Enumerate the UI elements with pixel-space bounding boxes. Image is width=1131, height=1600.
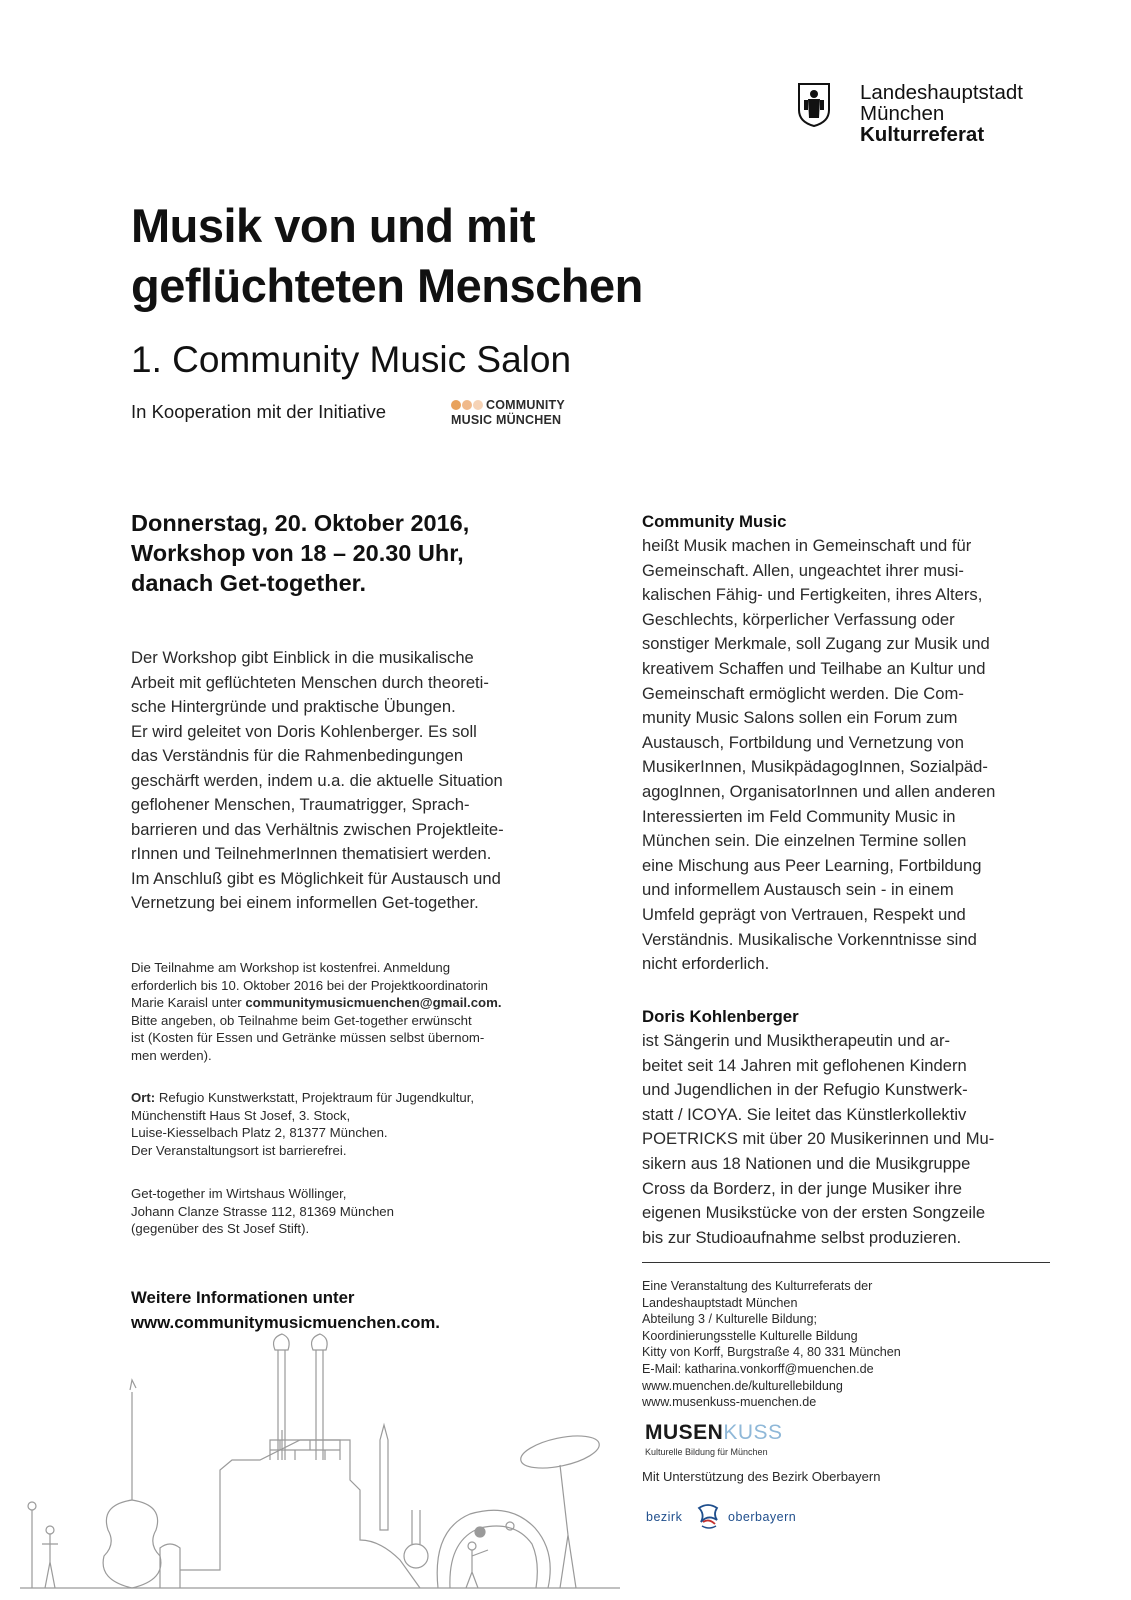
violin-icon: [103, 1380, 161, 1588]
intro-line: Arbeit mit geflüchteten Menschen durch theoreti-: [131, 672, 489, 692]
reg-line: ist (Kosten für Essen und Getränke müssen selbst übernom-: [131, 1030, 485, 1046]
intro-paragraph: [131, 646, 571, 916]
community-music-heading: Community Music: [642, 512, 787, 531]
bezirk-word: bezirk: [646, 1510, 683, 1524]
cm-line: Umfeld geprägt von Vertrauen, Respekt und: [642, 904, 966, 924]
intro-line: Im Anschluß gibt es Möglichkeit für Austausch und: [131, 868, 501, 888]
horn-icon: [404, 1510, 428, 1568]
intro-line: barrieren und das Verhältnis zwischen Projektleite-: [131, 819, 504, 839]
intro-line: rInnen und TeilnehmerInnen thematisiert werden.: [131, 844, 492, 863]
organizer-line: Koordinierungsstelle Kulturelle Bildung: [642, 1328, 858, 1343]
get-together-line: Johann Clanze Strasse 112, 81369 München: [131, 1203, 394, 1219]
organizer-email-link[interactable]: E-Mail: katharina.vonkorff@muenchen.de: [642, 1361, 874, 1376]
city-line-2: München: [860, 102, 945, 125]
venue-text: Refugio Kunstwerkstatt, Projektraum für Jugendkultur,: [155, 1090, 475, 1105]
more-info-label: Weitere Informationen unter: [131, 1288, 355, 1307]
more-info-link[interactable]: www.communitymusicmuenchen.com.: [131, 1312, 440, 1332]
musenkuss-wordmark: [645, 1420, 783, 1446]
subtitle: 1. Community Music Salon: [131, 339, 572, 380]
doris-line: sikern aus 18 Nationen und die Musikgruppe: [642, 1153, 971, 1173]
venue-line: Luise-Kiesselbach Platz 2, 81377 München.: [131, 1125, 388, 1141]
organizer-line: Kitty von Korff, Burgstraße 4, 80 331 München: [642, 1345, 901, 1360]
get-together-line: (gegenüber des St Josef Stift).: [131, 1221, 310, 1237]
cm-line: und informellem Austausch sein - in einem: [642, 880, 954, 900]
musenkuss-logo: [645, 1420, 845, 1464]
city-logo: [797, 82, 1047, 152]
intro-line: geschärft werden, indem u.a. die aktuelle Situation: [131, 770, 503, 790]
doris-line: statt / ICOYA. Sie leitet das Künstlerkollektiv: [642, 1104, 967, 1124]
divider: [642, 1262, 1050, 1263]
logo-line-2: MUSIC MÜNCHEN: [451, 413, 562, 427]
musenkuss-light: KUSS: [723, 1421, 783, 1444]
doris-line: ist Sängerin und Musiktherapeutin und ar-: [642, 1031, 951, 1050]
title-line-2: geflüchteten Menschen: [131, 259, 643, 312]
organizer-info: [642, 1278, 1054, 1411]
cm-line: Gemeinschaft ermöglicht werden. Die Com-: [642, 683, 964, 703]
intro-line: geflohener Menschen, Traumatrigger, Sprach-: [131, 795, 470, 814]
page-title: [131, 196, 931, 316]
cm-line: MusikerInnen, MusikpädagogInnen, Sozialpäd-: [642, 757, 988, 777]
doris-section: [642, 1005, 1054, 1250]
event-after: danach Get-together.: [131, 570, 367, 596]
organizer-line: Eine Veranstaltung des Kulturreferats der: [642, 1279, 873, 1293]
musenkuss-bold: MUSEN: [645, 1421, 724, 1444]
doris-line: eigenen Musikstücke von der ersten Songzeile: [642, 1203, 986, 1223]
intro-line: das Verständnis für die Rahmenbedingungen: [131, 746, 464, 765]
doris-line: Cross da Borderz, in der junge Musiker ihre: [642, 1178, 963, 1198]
community-music-logo-text: [451, 398, 565, 428]
cm-line: Austausch, Fortbildung und Vernetzung von: [642, 732, 964, 752]
intro-line: sche Hintergründe und praktische Übungen.: [131, 697, 456, 716]
reg-line: Die Teilnahme am Workshop ist kostenfrei. Anmeldung: [131, 960, 451, 975]
obelisk-icon: [380, 1425, 388, 1530]
reg-line: erforderlich bis 10. Oktober 2016 bei der Projektkoordinatorin: [131, 977, 488, 993]
arch-cave-icon: [437, 1510, 550, 1588]
musician-figure-icon: [466, 1542, 488, 1588]
get-together-line: Get-together im Wirtshaus Wöllinger,: [131, 1186, 347, 1201]
musenkuss-tagline: Kulturelle Bildung für München: [645, 1447, 768, 1457]
doris-body: [642, 1029, 1054, 1250]
intro-line: Er wird geleitet von Doris Kohlenberger. Es soll: [131, 721, 477, 741]
reg-line: Bitte angeben, ob Teilnahme beim Get-together erwünscht: [131, 1012, 472, 1028]
brick-pattern: [270, 1440, 340, 1460]
cm-line: kreativem Schaffen und Teilhabe an Kultur und: [642, 658, 986, 678]
venue-info: [131, 1089, 571, 1159]
cm-line: heißt Musik machen in Gemeinschaft und für: [642, 536, 972, 555]
reg-prefix: Marie Karaisl unter: [131, 995, 246, 1011]
doris-line: beitet seit 14 Jahren mit geflohenen Kindern: [642, 1055, 967, 1075]
figure-icon: [42, 1526, 58, 1588]
logo-line-1: COMMUNITY: [486, 398, 565, 412]
organizer-line: Landeshauptstadt München: [642, 1295, 798, 1310]
cm-line: Geschlechts, körperlicher Verfassung oder: [642, 609, 955, 629]
venue-line: Münchenstift Haus St Josef, 3. Stock,: [131, 1107, 351, 1123]
organizer-url-link[interactable]: www.muenchen.de/kulturellebildung: [642, 1378, 843, 1393]
cm-line: Interessierten im Feld Community Music in: [642, 806, 956, 826]
community-music-logo: [451, 398, 601, 432]
doris-line: bis zur Studioaufnahme selbst produzieren.: [642, 1227, 962, 1247]
cooperation-text: In Kooperation mit der Initiative: [131, 401, 387, 422]
cm-line: München sein. Die einzelnen Termine sollen: [642, 831, 967, 851]
community-music-body: [642, 534, 1054, 977]
lamp-icon: [28, 1502, 36, 1588]
cm-line: Verständnis. Musikalische Vorkenntnisse sind: [642, 929, 977, 949]
venue-line: Der Veranstaltungsort ist barrierefrei.: [131, 1142, 347, 1158]
event-date: Donnerstag, 20. Oktober 2016,: [131, 510, 470, 536]
cm-line: kalischen Fähig- und Fertigkeiten, ihres Alters,: [642, 585, 983, 605]
intro-line: Vernetzung bei einem informellen Get-together.: [131, 893, 479, 912]
cymbal-icon: [518, 1430, 602, 1588]
city-name: [860, 82, 1023, 145]
organizer-line: Abteilung 3 / Kulturelle Bildung;: [642, 1312, 818, 1327]
venue-label: Ort:: [131, 1090, 156, 1105]
building-outline: [160, 1440, 420, 1588]
intro-line: Der Workshop gibt Einblick in die musikalische: [131, 648, 474, 667]
event-date-block: [131, 508, 571, 598]
instruments-skyline-illustration: [20, 1330, 620, 1600]
munich-coat-of-arms-icon: [797, 82, 831, 128]
more-info: [131, 1286, 571, 1335]
venue-line: [131, 1089, 571, 1107]
community-music-section: [642, 510, 1054, 977]
cm-line: sonstiger Merkmale, soll Zugang zur Musik und: [642, 634, 990, 654]
cm-line: nicht erforderlich.: [642, 954, 770, 974]
reg-line-email: [131, 994, 571, 1012]
city-line-1: Landeshauptstadt: [860, 81, 1023, 104]
guitar-neck-icon: [312, 1334, 328, 1460]
bezirk-emblem-icon: [693, 1500, 723, 1532]
guitar-neck-icon: [274, 1334, 290, 1460]
cm-line: Gemeinschaft. Allen, ungeachtet ihrer musi-: [642, 560, 964, 580]
cm-line: eine Mischung aus Peer Learning, Fortbildung: [642, 855, 982, 875]
get-together-info: [131, 1185, 571, 1238]
event-time: Workshop von 18 – 20.30 Uhr,: [131, 540, 464, 566]
registration-email-link[interactable]: communitymusicmuenchen@gmail.com.: [245, 995, 502, 1011]
doris-line: POETRICKS mit über 20 Musikerinnen und Mu-: [642, 1129, 995, 1149]
oberbayern-word: oberbayern: [728, 1510, 797, 1524]
support-text: Mit Unterstützung des Bezirk Oberbayern: [642, 1469, 881, 1484]
city-line-3: Kulturreferat: [860, 123, 985, 146]
registration-info: [131, 959, 571, 1065]
doris-line: und Jugendlichen in der Refugio Kunstwerk-: [642, 1080, 968, 1100]
organizer-url-link[interactable]: www.musenkuss-muenchen.de: [642, 1395, 817, 1410]
doris-heading: Doris Kohlenberger: [642, 1007, 799, 1026]
reg-line: men werden).: [131, 1047, 212, 1063]
cm-line: munity Music Salons sollen ein Forum zum: [642, 708, 958, 728]
bezirk-oberbayern-logo: [646, 1498, 816, 1534]
cm-line: agogInnen, OrganisatorInnen und allen anderen: [642, 781, 996, 801]
title-line-1: Musik von und mit: [131, 199, 536, 252]
